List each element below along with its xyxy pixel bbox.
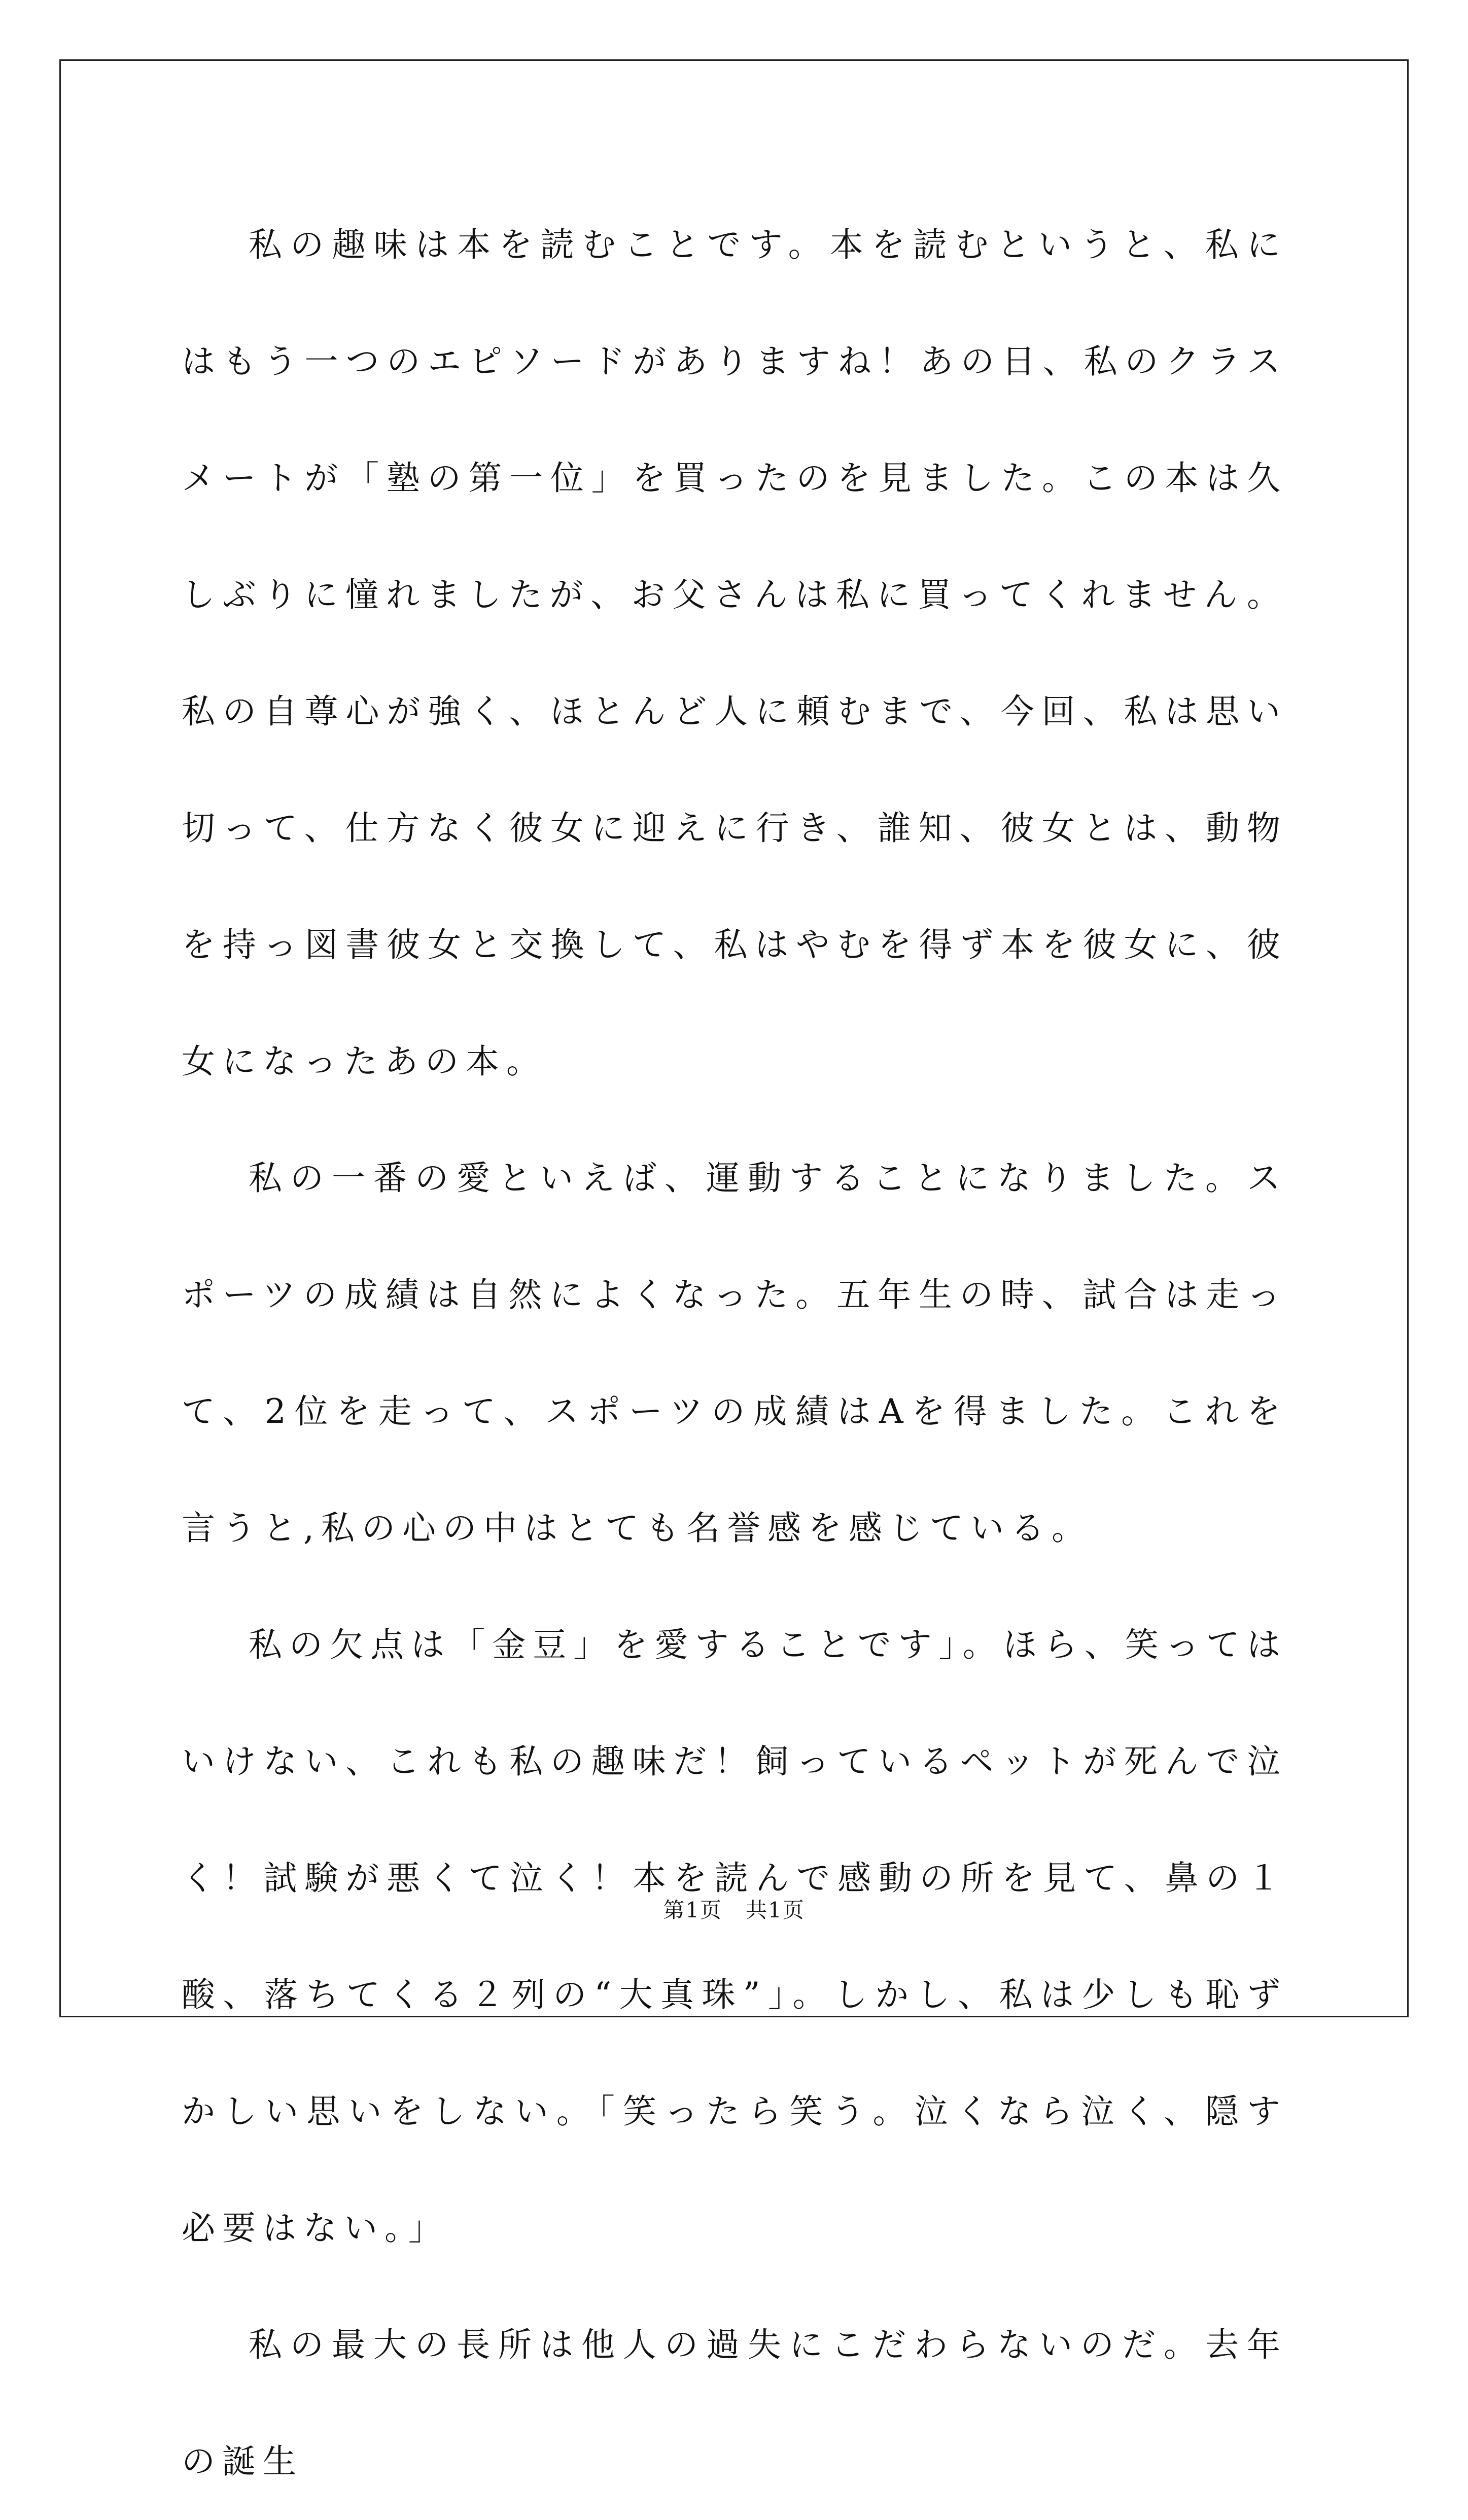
page-number-current: 第1页 [663,1898,722,1922]
paragraph-weakness: 私の欠点は「金豆」を愛することです」。ほら、笑ってはいけない、これも私の趣味だ！飼っているペットが死んで泣く！試験が悪くて泣く！本を読んで感動の所を見て、鼻の１酸、落ちてくる２列の“大真珠”」。しかし、私は少しも恥ずかしい思いをしない。「笑ったら笑う。泣くなら泣く、隠す必要はない。」 [182,1625,1287,2248]
paragraph-reading-hobby: 私の趣味は本を読むことです。本を読むというと、私にはもう一つのエピソードがありますね！あの日、私のクラスメートが「塾の第一位」を買ったのを見ました。この本は久しぶりに憧れましたが、お父さんは私に買ってくれません。私の自尊心が強く、ほとんど人に頼むまで、今回、私は思い切って、仕方なく彼女に迎えに行き、誰知、彼女とは、動物を持っ図書彼女と交換して、私はやむを得ず本を彼女に、彼女になったあの本。 [182,225,1287,1081]
page-number-total: 共1页 [746,1898,805,1922]
page-footer [0,1895,1468,1926]
paragraph-sports: 私の一番の愛といえば、運動することになりました。スポーツの成績は自然によくなった。五年生の時、試合は走って、2位を走って、スポーツの成績はAを得ました。これを言うと,私の心の中はとても名誉感を感じている。 [182,1159,1287,1548]
paragraph-strength: 私の最大の長所は他人の過失にこだわらないのだ。去年の誕生 [182,2325,1287,2481]
document-body [182,187,1287,2520]
